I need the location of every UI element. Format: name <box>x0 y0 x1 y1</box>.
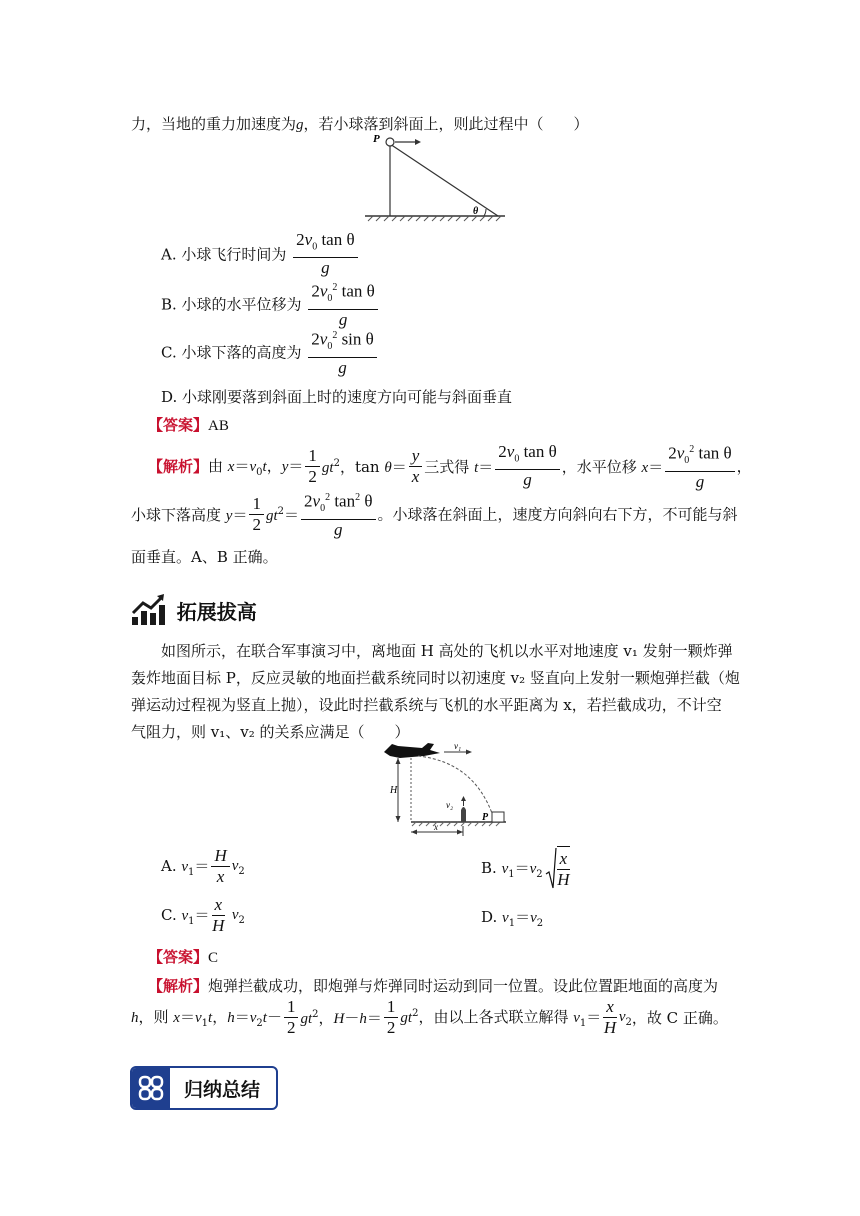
incline-figure <box>360 130 510 225</box>
q2-line4: 气阻力，则 v₁、v₂ 的关系应满足（ ） <box>131 723 410 741</box>
q2-line2: 轰炸地面目标 P，反应灵敏的地面拦截系统同时以初速度 v₂ 竖直向上发射一颗炮弹拦截（炮 <box>131 669 740 687</box>
fig-label-x: x <box>434 822 438 832</box>
q1-stem: 力，当地的重力加速度为g，若小球落到斜面上，则此过程中（ ） <box>131 115 589 133</box>
section-heading-extension: 拓展拔高 <box>130 593 257 627</box>
option-d: D. 小球刚要落到斜面上时的速度方向可能与斜面垂直 <box>161 388 513 406</box>
fig-label-theta: θ <box>473 206 479 217</box>
q1-answer: 【答案】AB <box>148 416 229 434</box>
chart-growth-icon <box>130 593 166 627</box>
section-heading-summary: 归纳总结 <box>130 1066 278 1110</box>
q1-analysis-line2: 小球下落高度 y＝ $\frac{1}{2}$ $gt^2=$ $\frac{2v_0^2 \tan^2 \theta}{g}$ 。小球落在斜面上，速度方向斜向右下方，不可能与斜 <box>131 488 738 540</box>
option-a: A. 小球飞行时间为 $\frac{2v_0 \tan \theta}{g}$ <box>161 230 360 278</box>
q2-line1: 如图所示，在联合军事演习中，离地面 H 高处的飞机以水平对地速度 v₁ 发射一颗炸弹 <box>161 642 733 660</box>
four-petal-icon <box>138 1075 164 1101</box>
option-c: C. 小球下落的高度为 $\frac{2v_0^2 \sin \theta}{g}$ <box>161 326 379 378</box>
interception-figure <box>378 740 510 840</box>
fig-label-v1: v₁ <box>454 741 462 751</box>
q2-analysis-line1: 【解析】炮弹拦截成功，即炮弹与炸弹同时运动到同一位置。设此位置距地面的高度为 <box>148 977 719 995</box>
q2-option-c: C. $v_1=$ $\frac{x}{H}$ $v_2$ <box>161 895 245 935</box>
fig-label-P: P <box>373 133 380 145</box>
q1-analysis-line3: 面垂直。A、B 正确。 <box>131 548 278 566</box>
q1-analysis-line1: 【解析】由 $x=v_0t$，y＝ $\frac{1}{2}$ $gt^2$，tan θ＝ $\frac{y}{x}$ 三式得 t＝ $\frac{2v_0 \tan \theta}{g}$ ，水平位移 x＝ $\frac{2v_0^2 \tan \theta}{g}$ ， <box>148 441 752 492</box>
q2-option-d: D. $v_1=v_2$ <box>481 908 544 929</box>
fig-label-P2: P <box>482 812 489 823</box>
q2-line3: 弹运动过程视为竖直上抛），设此时拦截系统与飞机的水平距离为 x，若拦截成功，不计空 <box>131 696 722 714</box>
option-b: B. 小球的水平位移为 $\frac{2v_0^2 \tan \theta}{g}$ <box>161 278 380 330</box>
fig-label-H: H <box>390 785 398 796</box>
q2-answer: 【答案】C <box>148 948 219 966</box>
q2-analysis-line2: h，则 $x=v_1t$，$h=v_2t-$ $\frac{1}{2}$ $gt^2$，H－h＝ $\frac{1}{2}$ $gt^2$，由以上各式联立解得 $v_1=$ $\frac{x}{H}$ $v_2$，故 C 正确。 <box>131 997 728 1037</box>
q2-option-b: B. $v_1=v_2$ $\frac{x}{H}$ <box>481 846 572 890</box>
q2-option-a: A. $v_1=$ $\frac{H}{x}$ $v_2$ <box>161 846 245 886</box>
fig-label-v2: v₂ <box>446 800 454 810</box>
